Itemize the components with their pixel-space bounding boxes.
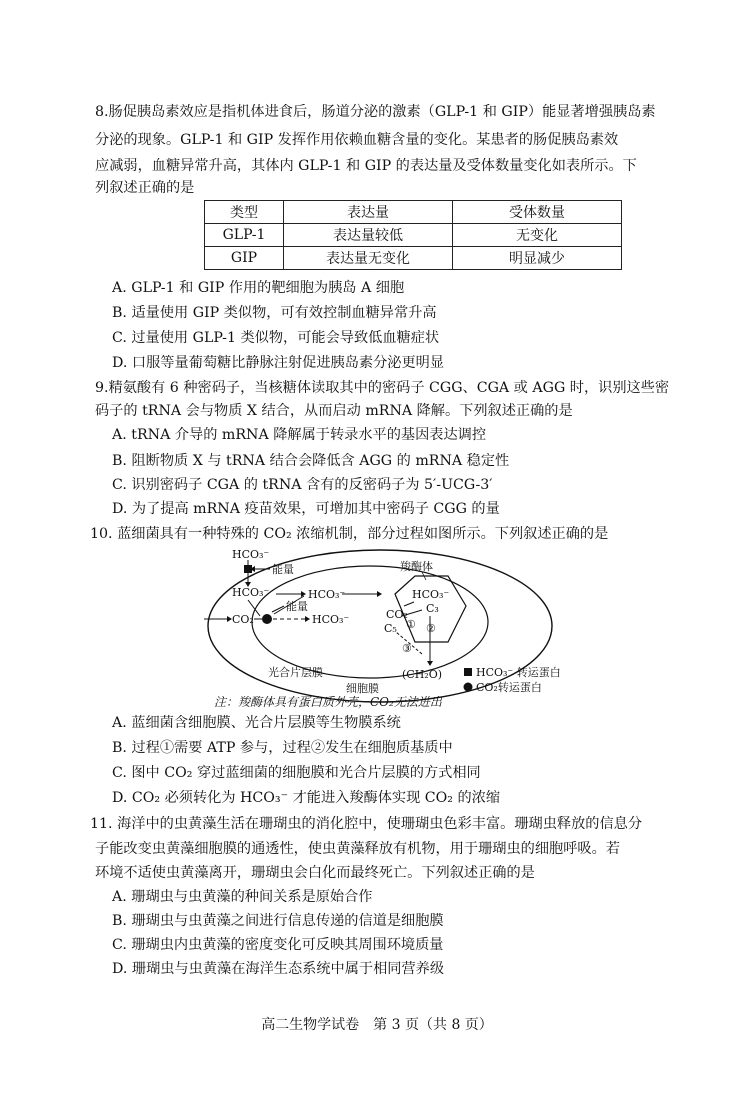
table-cell: 明显减少: [453, 247, 622, 270]
q11-stem-line-3: 环境不适使虫黄藻离开，珊瑚虫会白化而最终死亡。下列叙述正确的是: [95, 865, 535, 881]
co2-concentration-diagram: [200, 544, 570, 714]
q8-option-d: D. 口服等量葡萄糖比静脉注射促进胰岛素分泌更明显: [112, 355, 445, 371]
q11-stem-line-1: 11. 海洋中的虫黄藻生活在珊瑚虫的消化腔中，使珊瑚虫色彩丰富。珊瑚虫释放的信息分: [90, 816, 643, 832]
q9-stem-line-1: 9.精氨酸有 6 种密码子，当核糖体读取其中的密码子 CGG、CGA 或 AGG 时，识别这些密: [95, 380, 670, 396]
q8-stem-line-4: 列叙述正确的是: [95, 180, 195, 196]
q11-option-b: B. 珊瑚虫与虫黄藻之间进行信息传递的信道是细胞膜: [112, 913, 444, 929]
q11-option-c: C. 珊瑚虫内虫黄藻的密度变化可反映其周围环境质量: [112, 937, 444, 953]
table-cell: 表达量无变化: [284, 247, 453, 270]
label-carboxysome: 羧酶体: [400, 560, 433, 573]
label-step-2: ②: [426, 622, 436, 635]
label-cell-membrane: 细胞膜: [346, 682, 379, 695]
label-thylakoid: 光合片层膜: [268, 666, 323, 679]
legend-square-icon: [464, 668, 472, 676]
arrowhead: [427, 661, 433, 666]
q9-option-c: C. 识别密码子 CGA 的 tRNA 含有的反密码子为 5′-UCG-3′: [112, 477, 493, 493]
label-ch2o: (CH₂O): [402, 668, 443, 681]
label-step-1: ①: [406, 618, 416, 631]
table-cell: GLP-1: [205, 224, 284, 247]
q10-option-c: C. 图中 CO₂ 穿过蓝细菌的细胞膜和光合片层膜的方式相同: [112, 765, 481, 781]
label-hco3-box: HCO₃⁻: [412, 588, 450, 601]
q8-data-table: [204, 200, 622, 270]
q8-option-b: B. 适量使用 GIP 类似物，可有效控制血糖异常升高: [112, 305, 437, 321]
q10-option-b: B. 过程①需要 ATP 参与，过程②发生在细胞质基质中: [112, 740, 453, 756]
q8-option-c: C. 过量使用 GLP-1 类似物，可能会导致低血糖症状: [112, 330, 440, 346]
label-energy-2: 能量: [286, 600, 308, 613]
label-hco3-top: HCO₃⁻: [232, 548, 270, 561]
q8-option-a: A. GLP-1 和 GIP 作用的靶细胞为胰岛 A 细胞: [112, 280, 405, 296]
legend-circle-icon: [464, 683, 473, 692]
table-cell: 表达量较低: [284, 224, 453, 247]
table-row: [205, 224, 622, 247]
q10-stem-line-1: 10. 蓝细菌具有一种特殊的 CO₂ 浓缩机制，部分过程如图所示。下列叙述正确的是: [90, 526, 609, 542]
arrowhead: [305, 616, 310, 622]
label-hco3-lower: HCO₃⁻: [312, 613, 350, 626]
arrowhead: [377, 591, 382, 597]
q8-stem-line-3: 应减弱，血糖异常升高，其体内 GLP-1 和 GIP 的表达量及受体数量变化如表所示。下: [95, 158, 637, 174]
table-cell: GIP: [205, 247, 284, 270]
label-c3: C₃: [426, 602, 439, 615]
q11-option-a: A. 珊瑚虫与虫黄藻的种间关系是原始合作: [112, 889, 373, 905]
legend-hco3-transporter: HCO₃⁻ 转运蛋白: [476, 666, 561, 679]
label-hco3-left: HCO₃⁻: [232, 586, 270, 599]
label-hco3-mid: HCO₃⁻: [308, 588, 346, 601]
table-header-type: 类型: [205, 201, 284, 224]
table-header-receptor: 受体数量: [453, 201, 622, 224]
page-footer: 高二生物学试卷 第 3 页（共 8 页）: [261, 1017, 493, 1033]
table-header-row: [205, 201, 622, 224]
table-cell: 无变化: [453, 224, 622, 247]
q11-stem-line-2: 子能改变虫黄藻细胞膜的通透性，使虫黄藻释放有机物，用于珊瑚虫的细胞呼吸。若: [95, 841, 620, 857]
co2-transporter-circle: [262, 614, 272, 624]
table-header-expression: 表达量: [284, 201, 453, 224]
label-c5: C₅: [384, 622, 397, 635]
label-co2-box: CO₂: [386, 608, 408, 621]
q9-option-b: B. 阻断物质 X 与 tRNA 结合会降低含 AGG 的 mRNA 稳定性: [112, 453, 510, 469]
q9-option-d: D. 为了提高 mRNA 疫苗效果，可增加其中密码子 CGG 的量: [112, 501, 500, 517]
label-energy-1: 能量: [272, 563, 294, 576]
q8-stem-line-1: 8.肠促胰岛素效应是指机体进食后，肠道分泌的激素（GLP-1 和 GIP）能显著增强胰岛素: [95, 104, 656, 120]
arrow-hco3-to-co2-box: [404, 602, 414, 606]
q10-diagram-note: 注：羧酶体具有蛋白质外壳，CO₂无法进出: [214, 695, 442, 709]
table-row: [205, 247, 622, 270]
q10-option-d: D. CO₂ 必须转化为 HCO₃⁻ 才能进入羧酶体实现 CO₂ 的浓缩: [112, 790, 501, 806]
q10-option-a: A. 蓝细菌含细胞膜、光合片层膜等生物膜系统: [112, 715, 401, 731]
q8-stem-line-2: 分泌的现象。GLP-1 和 GIP 发挥作用依赖血糖含量的变化。某患者的肠促胰岛素效: [95, 132, 619, 148]
q9-option-a: A. tRNA 介导的 mRNA 降解属于转录水平的基因表达调控: [112, 427, 487, 443]
q11-option-d: D. 珊瑚虫与虫黄藻在海洋生态系统中属于相同营养级: [112, 961, 445, 977]
cell-membrane-outline: [208, 550, 552, 702]
q9-stem-line-2: 码子的 tRNA 会与物质 X 结合，从而启动 mRNA 降解。下列叙述正确的是: [95, 403, 573, 419]
label-co2-left: CO₂: [232, 613, 254, 626]
label-step-3: ③: [402, 642, 412, 655]
legend-co2-transporter: CO₂转运蛋白: [476, 681, 542, 694]
